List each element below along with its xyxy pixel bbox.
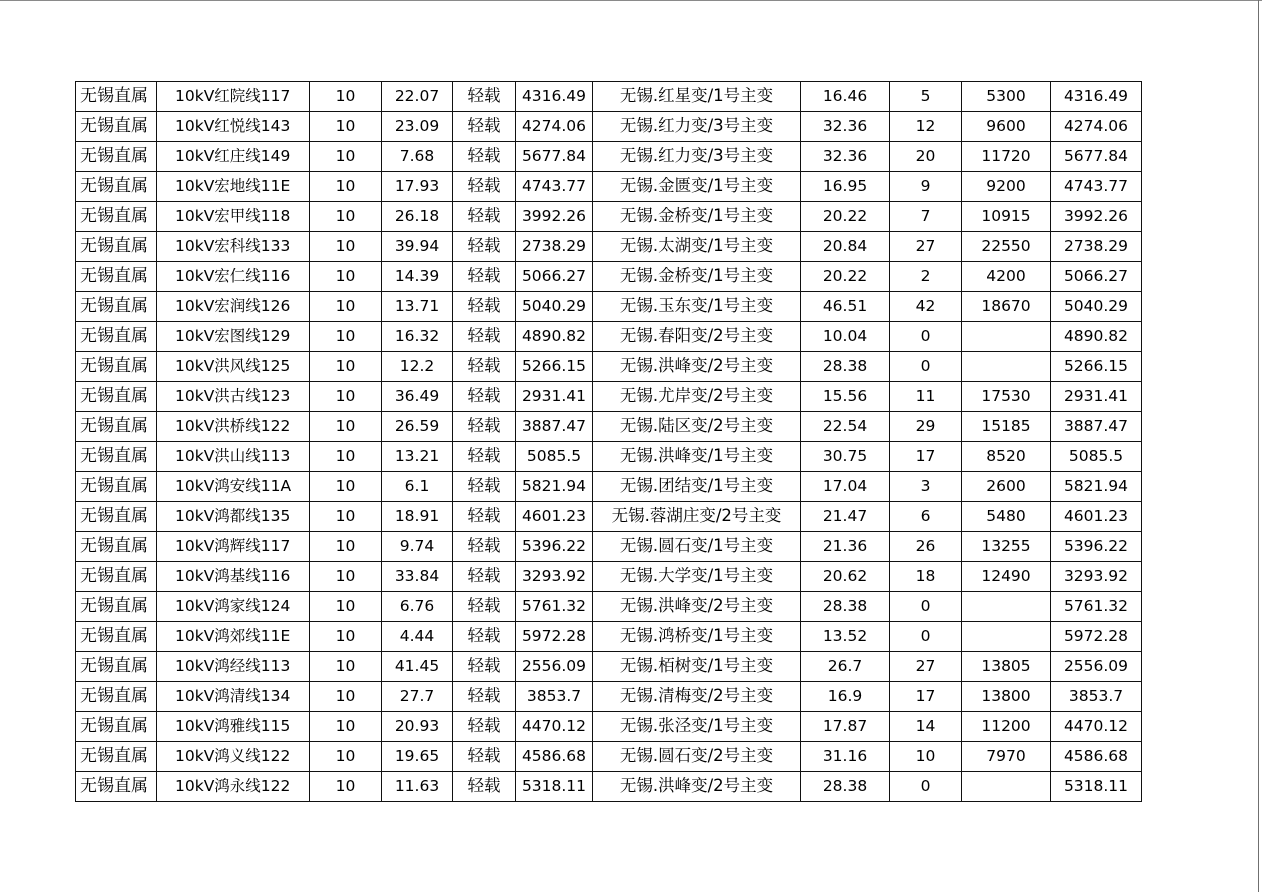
feeder-name-cell: 10kV洪风线125 [157, 352, 310, 382]
voltage-cell: 10 [310, 322, 382, 352]
table-row [76, 742, 1142, 772]
voltage-cell: 10 [310, 742, 382, 772]
capacity-cell: 3887.47 [516, 412, 593, 442]
voltage-cell: 10 [310, 202, 382, 232]
table-row [76, 472, 1142, 502]
available-capacity-cell: 5761.32 [1051, 592, 1142, 622]
voltage-cell: 10 [310, 682, 382, 712]
feeder-name-cell: 10kV鸿基线116 [157, 562, 310, 592]
region-cell: 无锡直属 [76, 112, 157, 142]
transformer-cell: 无锡.栢树变/1号主变 [593, 652, 801, 682]
load-rate-cell: 7.68 [382, 142, 453, 172]
transformer-cell: 无锡.陆区变/2号主变 [593, 412, 801, 442]
table-row [76, 172, 1142, 202]
transformer-cell: 无锡.金桥变/1号主变 [593, 262, 801, 292]
available-capacity-cell: 5318.11 [1051, 772, 1142, 802]
table-body [76, 82, 1142, 802]
transformer-cell: 无锡.张泾变/1号主变 [593, 712, 801, 742]
feeder-load-table [75, 81, 1142, 802]
table-row [76, 712, 1142, 742]
transformer-cell: 无锡.大学变/1号主变 [593, 562, 801, 592]
capacity-cell: 2931.41 [516, 382, 593, 412]
transformer-load-cell: 15.56 [801, 382, 890, 412]
count-cell: 12 [890, 112, 962, 142]
transformer-load-cell: 16.46 [801, 82, 890, 112]
transformer-cell: 无锡.清梅变/2号主变 [593, 682, 801, 712]
available-capacity-cell: 5085.5 [1051, 442, 1142, 472]
transformer-load-cell: 22.54 [801, 412, 890, 442]
demand-cell [962, 322, 1051, 352]
available-capacity-cell: 3992.26 [1051, 202, 1142, 232]
available-capacity-cell: 5821.94 [1051, 472, 1142, 502]
transformer-load-cell: 32.36 [801, 112, 890, 142]
available-capacity-cell: 4601.23 [1051, 502, 1142, 532]
count-cell: 27 [890, 652, 962, 682]
table-row [76, 412, 1142, 442]
transformer-load-cell: 20.62 [801, 562, 890, 592]
capacity-cell: 5085.5 [516, 442, 593, 472]
demand-cell [962, 352, 1051, 382]
count-cell: 3 [890, 472, 962, 502]
transformer-load-cell: 26.7 [801, 652, 890, 682]
load-rate-cell: 36.49 [382, 382, 453, 412]
voltage-cell: 10 [310, 592, 382, 622]
transformer-load-cell: 21.47 [801, 502, 890, 532]
transformer-cell: 无锡.圆石变/2号主变 [593, 742, 801, 772]
transformer-cell: 无锡.太湖变/1号主变 [593, 232, 801, 262]
region-cell: 无锡直属 [76, 592, 157, 622]
demand-cell: 22550 [962, 232, 1051, 262]
count-cell: 18 [890, 562, 962, 592]
feeder-name-cell: 10kV鸿经线113 [157, 652, 310, 682]
count-cell: 0 [890, 772, 962, 802]
transformer-cell: 无锡.洪峰变/2号主变 [593, 352, 801, 382]
load-rate-cell: 18.91 [382, 502, 453, 532]
load-status-cell: 轻载 [453, 112, 516, 142]
load-status-cell: 轻载 [453, 562, 516, 592]
region-cell: 无锡直属 [76, 82, 157, 112]
load-rate-cell: 16.32 [382, 322, 453, 352]
region-cell: 无锡直属 [76, 712, 157, 742]
load-status-cell: 轻载 [453, 412, 516, 442]
capacity-cell: 3992.26 [516, 202, 593, 232]
demand-cell [962, 772, 1051, 802]
region-cell: 无锡直属 [76, 742, 157, 772]
feeder-name-cell: 10kV鸿辉线117 [157, 532, 310, 562]
region-cell: 无锡直属 [76, 472, 157, 502]
voltage-cell: 10 [310, 142, 382, 172]
load-rate-cell: 27.7 [382, 682, 453, 712]
load-rate-cell: 41.45 [382, 652, 453, 682]
capacity-cell: 4601.23 [516, 502, 593, 532]
load-rate-cell: 13.71 [382, 292, 453, 322]
feeder-name-cell: 10kV鸿郊线11E [157, 622, 310, 652]
table-row [76, 202, 1142, 232]
capacity-cell: 5266.15 [516, 352, 593, 382]
count-cell: 0 [890, 322, 962, 352]
count-cell: 7 [890, 202, 962, 232]
load-rate-cell: 4.44 [382, 622, 453, 652]
region-cell: 无锡直属 [76, 352, 157, 382]
count-cell: 20 [890, 142, 962, 172]
transformer-load-cell: 20.22 [801, 202, 890, 232]
table-row [76, 382, 1142, 412]
load-status-cell: 轻载 [453, 502, 516, 532]
count-cell: 17 [890, 442, 962, 472]
load-status-cell: 轻载 [453, 202, 516, 232]
voltage-cell: 10 [310, 82, 382, 112]
load-status-cell: 轻载 [453, 322, 516, 352]
feeder-name-cell: 10kV鸿义线122 [157, 742, 310, 772]
load-rate-cell: 26.18 [382, 202, 453, 232]
demand-cell: 9600 [962, 112, 1051, 142]
load-status-cell: 轻载 [453, 262, 516, 292]
demand-cell: 5300 [962, 82, 1051, 112]
region-cell: 无锡直属 [76, 772, 157, 802]
count-cell: 27 [890, 232, 962, 262]
table-row [76, 682, 1142, 712]
load-rate-cell: 23.09 [382, 112, 453, 142]
voltage-cell: 10 [310, 562, 382, 592]
load-status-cell: 轻载 [453, 532, 516, 562]
region-cell: 无锡直属 [76, 202, 157, 232]
load-status-cell: 轻载 [453, 82, 516, 112]
demand-cell: 10915 [962, 202, 1051, 232]
table-row [76, 772, 1142, 802]
transformer-load-cell: 46.51 [801, 292, 890, 322]
transformer-cell: 无锡.红力变/3号主变 [593, 142, 801, 172]
region-cell: 无锡直属 [76, 562, 157, 592]
transformer-cell: 无锡.红力变/3号主变 [593, 112, 801, 142]
load-rate-cell: 19.65 [382, 742, 453, 772]
load-rate-cell: 17.93 [382, 172, 453, 202]
voltage-cell: 10 [310, 112, 382, 142]
region-cell: 无锡直属 [76, 292, 157, 322]
voltage-cell: 10 [310, 382, 382, 412]
feeder-name-cell: 10kV宏润线126 [157, 292, 310, 322]
load-rate-cell: 22.07 [382, 82, 453, 112]
available-capacity-cell: 3887.47 [1051, 412, 1142, 442]
capacity-cell: 4316.49 [516, 82, 593, 112]
region-cell: 无锡直属 [76, 532, 157, 562]
transformer-load-cell: 13.52 [801, 622, 890, 652]
count-cell: 5 [890, 82, 962, 112]
voltage-cell: 10 [310, 652, 382, 682]
load-rate-cell: 9.74 [382, 532, 453, 562]
table-row [76, 622, 1142, 652]
table-row [76, 82, 1142, 112]
voltage-cell: 10 [310, 232, 382, 262]
transformer-cell: 无锡.玉东变/1号主变 [593, 292, 801, 322]
capacity-cell: 4274.06 [516, 112, 593, 142]
transformer-cell: 无锡.洪峰变/2号主变 [593, 772, 801, 802]
table-row [76, 652, 1142, 682]
region-cell: 无锡直属 [76, 262, 157, 292]
capacity-cell: 5761.32 [516, 592, 593, 622]
load-status-cell: 轻载 [453, 772, 516, 802]
region-cell: 无锡直属 [76, 382, 157, 412]
count-cell: 42 [890, 292, 962, 322]
region-cell: 无锡直属 [76, 142, 157, 172]
load-status-cell: 轻载 [453, 142, 516, 172]
feeder-name-cell: 10kV红悦线143 [157, 112, 310, 142]
region-cell: 无锡直属 [76, 682, 157, 712]
count-cell: 9 [890, 172, 962, 202]
available-capacity-cell: 5040.29 [1051, 292, 1142, 322]
transformer-load-cell: 17.04 [801, 472, 890, 502]
table-row [76, 532, 1142, 562]
count-cell: 10 [890, 742, 962, 772]
region-cell: 无锡直属 [76, 442, 157, 472]
load-rate-cell: 14.39 [382, 262, 453, 292]
transformer-cell: 无锡.团结变/1号主变 [593, 472, 801, 502]
load-rate-cell: 6.76 [382, 592, 453, 622]
table-row [76, 292, 1142, 322]
feeder-name-cell: 10kV洪桥线122 [157, 412, 310, 442]
transformer-cell: 无锡.金桥变/1号主变 [593, 202, 801, 232]
load-status-cell: 轻载 [453, 442, 516, 472]
demand-cell [962, 622, 1051, 652]
feeder-name-cell: 10kV鸿雅线115 [157, 712, 310, 742]
available-capacity-cell: 2931.41 [1051, 382, 1142, 412]
load-status-cell: 轻载 [453, 682, 516, 712]
count-cell: 17 [890, 682, 962, 712]
region-cell: 无锡直属 [76, 652, 157, 682]
capacity-cell: 3853.7 [516, 682, 593, 712]
table-row [76, 352, 1142, 382]
feeder-name-cell: 10kV洪山线113 [157, 442, 310, 472]
region-cell: 无锡直属 [76, 502, 157, 532]
table-row [76, 232, 1142, 262]
load-rate-cell: 26.59 [382, 412, 453, 442]
voltage-cell: 10 [310, 772, 382, 802]
capacity-cell: 5396.22 [516, 532, 593, 562]
demand-cell: 18670 [962, 292, 1051, 322]
load-status-cell: 轻载 [453, 292, 516, 322]
load-status-cell: 轻载 [453, 742, 516, 772]
feeder-name-cell: 10kV红院线117 [157, 82, 310, 112]
transformer-cell: 无锡.圆石变/1号主变 [593, 532, 801, 562]
available-capacity-cell: 4470.12 [1051, 712, 1142, 742]
count-cell: 0 [890, 622, 962, 652]
count-cell: 0 [890, 592, 962, 622]
capacity-cell: 2556.09 [516, 652, 593, 682]
capacity-cell: 5066.27 [516, 262, 593, 292]
transformer-load-cell: 28.38 [801, 592, 890, 622]
feeder-name-cell: 10kV宏科线133 [157, 232, 310, 262]
available-capacity-cell: 5266.15 [1051, 352, 1142, 382]
available-capacity-cell: 4743.77 [1051, 172, 1142, 202]
region-cell: 无锡直属 [76, 322, 157, 352]
feeder-name-cell: 10kV宏图线129 [157, 322, 310, 352]
load-status-cell: 轻载 [453, 472, 516, 502]
load-status-cell: 轻载 [453, 382, 516, 412]
capacity-cell: 4586.68 [516, 742, 593, 772]
available-capacity-cell: 2556.09 [1051, 652, 1142, 682]
demand-cell: 5480 [962, 502, 1051, 532]
load-rate-cell: 6.1 [382, 472, 453, 502]
capacity-cell: 3293.92 [516, 562, 593, 592]
table-row [76, 502, 1142, 532]
region-cell: 无锡直属 [76, 232, 157, 262]
voltage-cell: 10 [310, 352, 382, 382]
transformer-load-cell: 21.36 [801, 532, 890, 562]
region-cell: 无锡直属 [76, 412, 157, 442]
transformer-load-cell: 17.87 [801, 712, 890, 742]
feeder-name-cell: 10kV鸿安线11A [157, 472, 310, 502]
available-capacity-cell: 5066.27 [1051, 262, 1142, 292]
feeder-name-cell: 10kV宏仁线116 [157, 262, 310, 292]
voltage-cell: 10 [310, 712, 382, 742]
feeder-name-cell: 10kV鸿都线135 [157, 502, 310, 532]
load-rate-cell: 11.63 [382, 772, 453, 802]
table-row [76, 442, 1142, 472]
demand-cell [962, 592, 1051, 622]
page-top-edge [0, 0, 1262, 1]
voltage-cell: 10 [310, 262, 382, 292]
transformer-load-cell: 20.22 [801, 262, 890, 292]
region-cell: 无锡直属 [76, 622, 157, 652]
load-status-cell: 轻载 [453, 652, 516, 682]
capacity-cell: 5040.29 [516, 292, 593, 322]
demand-cell: 9200 [962, 172, 1051, 202]
page-right-edge [1258, 0, 1259, 892]
transformer-load-cell: 16.9 [801, 682, 890, 712]
capacity-cell: 4470.12 [516, 712, 593, 742]
load-status-cell: 轻载 [453, 592, 516, 622]
capacity-cell: 5821.94 [516, 472, 593, 502]
capacity-cell: 4743.77 [516, 172, 593, 202]
capacity-cell: 2738.29 [516, 232, 593, 262]
transformer-load-cell: 10.04 [801, 322, 890, 352]
voltage-cell: 10 [310, 622, 382, 652]
transformer-cell: 无锡.春阳变/2号主变 [593, 322, 801, 352]
voltage-cell: 10 [310, 442, 382, 472]
feeder-name-cell: 10kV洪古线123 [157, 382, 310, 412]
demand-cell: 7970 [962, 742, 1051, 772]
transformer-cell: 无锡.尤岸变/2号主变 [593, 382, 801, 412]
demand-cell: 13255 [962, 532, 1051, 562]
feeder-name-cell: 10kV鸿永线122 [157, 772, 310, 802]
transformer-cell: 无锡.金匮变/1号主变 [593, 172, 801, 202]
transformer-cell: 无锡.洪峰变/1号主变 [593, 442, 801, 472]
table-row [76, 322, 1142, 352]
capacity-cell: 4890.82 [516, 322, 593, 352]
count-cell: 11 [890, 382, 962, 412]
available-capacity-cell: 5677.84 [1051, 142, 1142, 172]
load-rate-cell: 12.2 [382, 352, 453, 382]
capacity-cell: 5318.11 [516, 772, 593, 802]
load-rate-cell: 13.21 [382, 442, 453, 472]
available-capacity-cell: 4274.06 [1051, 112, 1142, 142]
transformer-cell: 无锡.鸿桥变/1号主变 [593, 622, 801, 652]
available-capacity-cell: 4890.82 [1051, 322, 1142, 352]
voltage-cell: 10 [310, 292, 382, 322]
feeder-name-cell: 10kV鸿清线134 [157, 682, 310, 712]
available-capacity-cell: 4316.49 [1051, 82, 1142, 112]
transformer-cell: 无锡.红星变/1号主变 [593, 82, 801, 112]
transformer-load-cell: 31.16 [801, 742, 890, 772]
feeder-name-cell: 10kV宏甲线118 [157, 202, 310, 232]
load-status-cell: 轻载 [453, 622, 516, 652]
table-row [76, 112, 1142, 142]
transformer-load-cell: 16.95 [801, 172, 890, 202]
load-status-cell: 轻载 [453, 712, 516, 742]
table-row [76, 562, 1142, 592]
table-row [76, 262, 1142, 292]
capacity-cell: 5972.28 [516, 622, 593, 652]
demand-cell: 12490 [962, 562, 1051, 592]
count-cell: 26 [890, 532, 962, 562]
load-rate-cell: 20.93 [382, 712, 453, 742]
voltage-cell: 10 [310, 502, 382, 532]
available-capacity-cell: 2738.29 [1051, 232, 1142, 262]
count-cell: 14 [890, 712, 962, 742]
available-capacity-cell: 4586.68 [1051, 742, 1142, 772]
capacity-cell: 5677.84 [516, 142, 593, 172]
voltage-cell: 10 [310, 412, 382, 442]
transformer-load-cell: 28.38 [801, 352, 890, 382]
demand-cell: 4200 [962, 262, 1051, 292]
feeder-name-cell: 10kV宏地线11E [157, 172, 310, 202]
transformer-load-cell: 20.84 [801, 232, 890, 262]
table-row [76, 142, 1142, 172]
count-cell: 6 [890, 502, 962, 532]
region-cell: 无锡直属 [76, 172, 157, 202]
voltage-cell: 10 [310, 172, 382, 202]
count-cell: 29 [890, 412, 962, 442]
count-cell: 0 [890, 352, 962, 382]
transformer-load-cell: 30.75 [801, 442, 890, 472]
available-capacity-cell: 3853.7 [1051, 682, 1142, 712]
load-rate-cell: 39.94 [382, 232, 453, 262]
demand-cell: 15185 [962, 412, 1051, 442]
load-status-cell: 轻载 [453, 352, 516, 382]
demand-cell: 11200 [962, 712, 1051, 742]
feeder-name-cell: 10kV鸿家线124 [157, 592, 310, 622]
load-status-cell: 轻载 [453, 172, 516, 202]
demand-cell: 8520 [962, 442, 1051, 472]
feeder-name-cell: 10kV红庄线149 [157, 142, 310, 172]
demand-cell: 11720 [962, 142, 1051, 172]
available-capacity-cell: 5972.28 [1051, 622, 1142, 652]
transformer-load-cell: 28.38 [801, 772, 890, 802]
demand-cell: 13805 [962, 652, 1051, 682]
transformer-cell: 无锡.洪峰变/2号主变 [593, 592, 801, 622]
load-rate-cell: 33.84 [382, 562, 453, 592]
available-capacity-cell: 5396.22 [1051, 532, 1142, 562]
voltage-cell: 10 [310, 532, 382, 562]
demand-cell: 13800 [962, 682, 1051, 712]
voltage-cell: 10 [310, 472, 382, 502]
transformer-load-cell: 32.36 [801, 142, 890, 172]
transformer-cell: 无锡.蓉湖庄变/2号主变 [593, 502, 801, 532]
count-cell: 2 [890, 262, 962, 292]
table-row [76, 592, 1142, 622]
demand-cell: 17530 [962, 382, 1051, 412]
load-status-cell: 轻载 [453, 232, 516, 262]
demand-cell: 2600 [962, 472, 1051, 502]
available-capacity-cell: 3293.92 [1051, 562, 1142, 592]
